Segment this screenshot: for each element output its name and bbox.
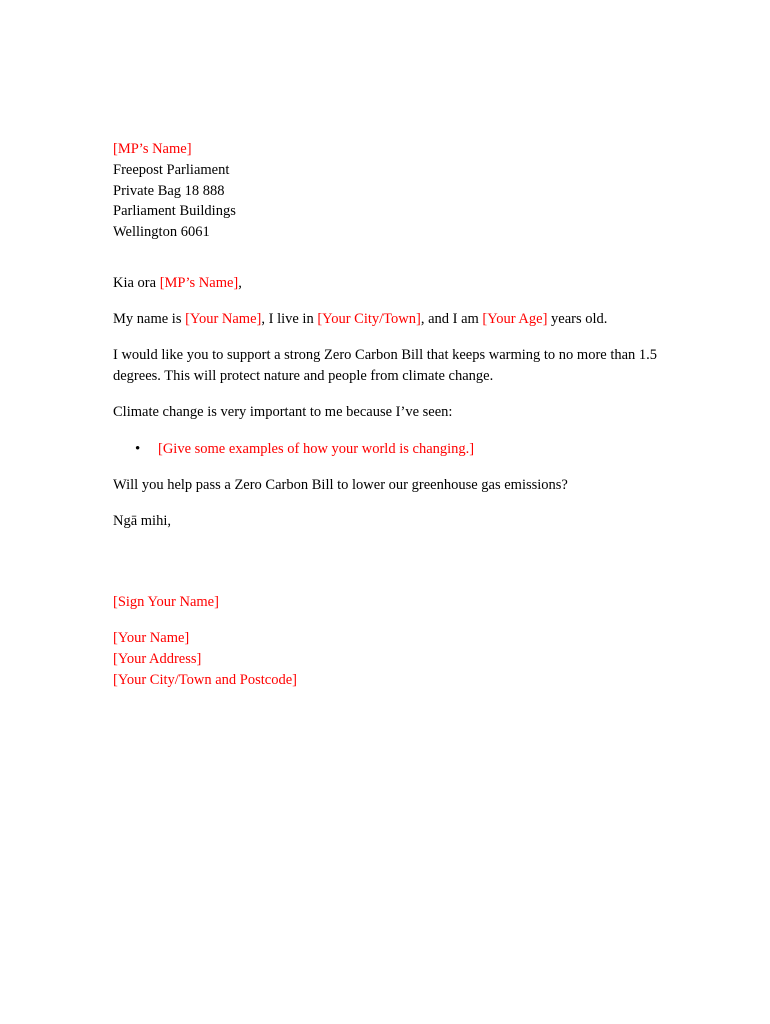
examples-list xyxy=(113,439,673,459)
signoff-line: Ngā mihi, xyxy=(113,513,171,530)
age-placeholder: [Your Age] xyxy=(482,310,548,327)
bullet-icon: • xyxy=(135,440,141,457)
city-placeholder: [Your City/Town] xyxy=(317,310,421,327)
greeting-suffix: , xyxy=(238,274,242,291)
question-paragraph: Will you help pass a Zero Carbon Bill to lower our greenhouse gas emissions? xyxy=(113,476,568,493)
recipient-mp-name-placeholder: [MP’s Name] xyxy=(113,141,192,157)
recipient-address-block xyxy=(113,139,673,243)
letter-page xyxy=(113,139,673,691)
greeting-prefix: Kia ora xyxy=(113,274,160,291)
recipient-address-line-4: Wellington 6061 xyxy=(113,224,210,241)
intro-text-4: years old. xyxy=(547,310,608,327)
sender-address-placeholder: [Your Address] xyxy=(113,651,202,668)
examples-placeholder: [Give some examples of how your world is changing.] xyxy=(158,440,475,457)
list-item xyxy=(113,439,673,459)
sender-address-block xyxy=(113,628,673,690)
recipient-address-line-1: Freepost Parliament xyxy=(113,161,230,178)
intro-text-3: , and I am xyxy=(420,310,483,327)
greeting-mp-name-placeholder: [MP’s Name] xyxy=(159,274,239,291)
signature-placeholder: [Sign Your Name] xyxy=(113,594,219,611)
sender-city-postcode-placeholder: [Your City/Town and Postcode] xyxy=(113,672,297,689)
seen-paragraph: Climate change is very important to me because I’ve seen: xyxy=(113,404,453,421)
intro-text-1: My name is xyxy=(113,310,186,327)
recipient-address-line-2: Private Bag 18 888 xyxy=(113,182,225,199)
sender-name-placeholder: [Your Name] xyxy=(113,630,190,647)
your-name-placeholder: [Your Name] xyxy=(185,310,262,327)
greeting-line xyxy=(113,273,673,293)
support-paragraph: I would like you to support a strong Zero Carbon Bill that keeps warming to no more than 1.5 degrees. This will protect nature and people from climate change. xyxy=(113,347,658,384)
intro-paragraph xyxy=(113,309,673,330)
intro-text-2: , I live in xyxy=(261,310,318,327)
recipient-address-line-3: Parliament Buildings xyxy=(113,203,236,220)
